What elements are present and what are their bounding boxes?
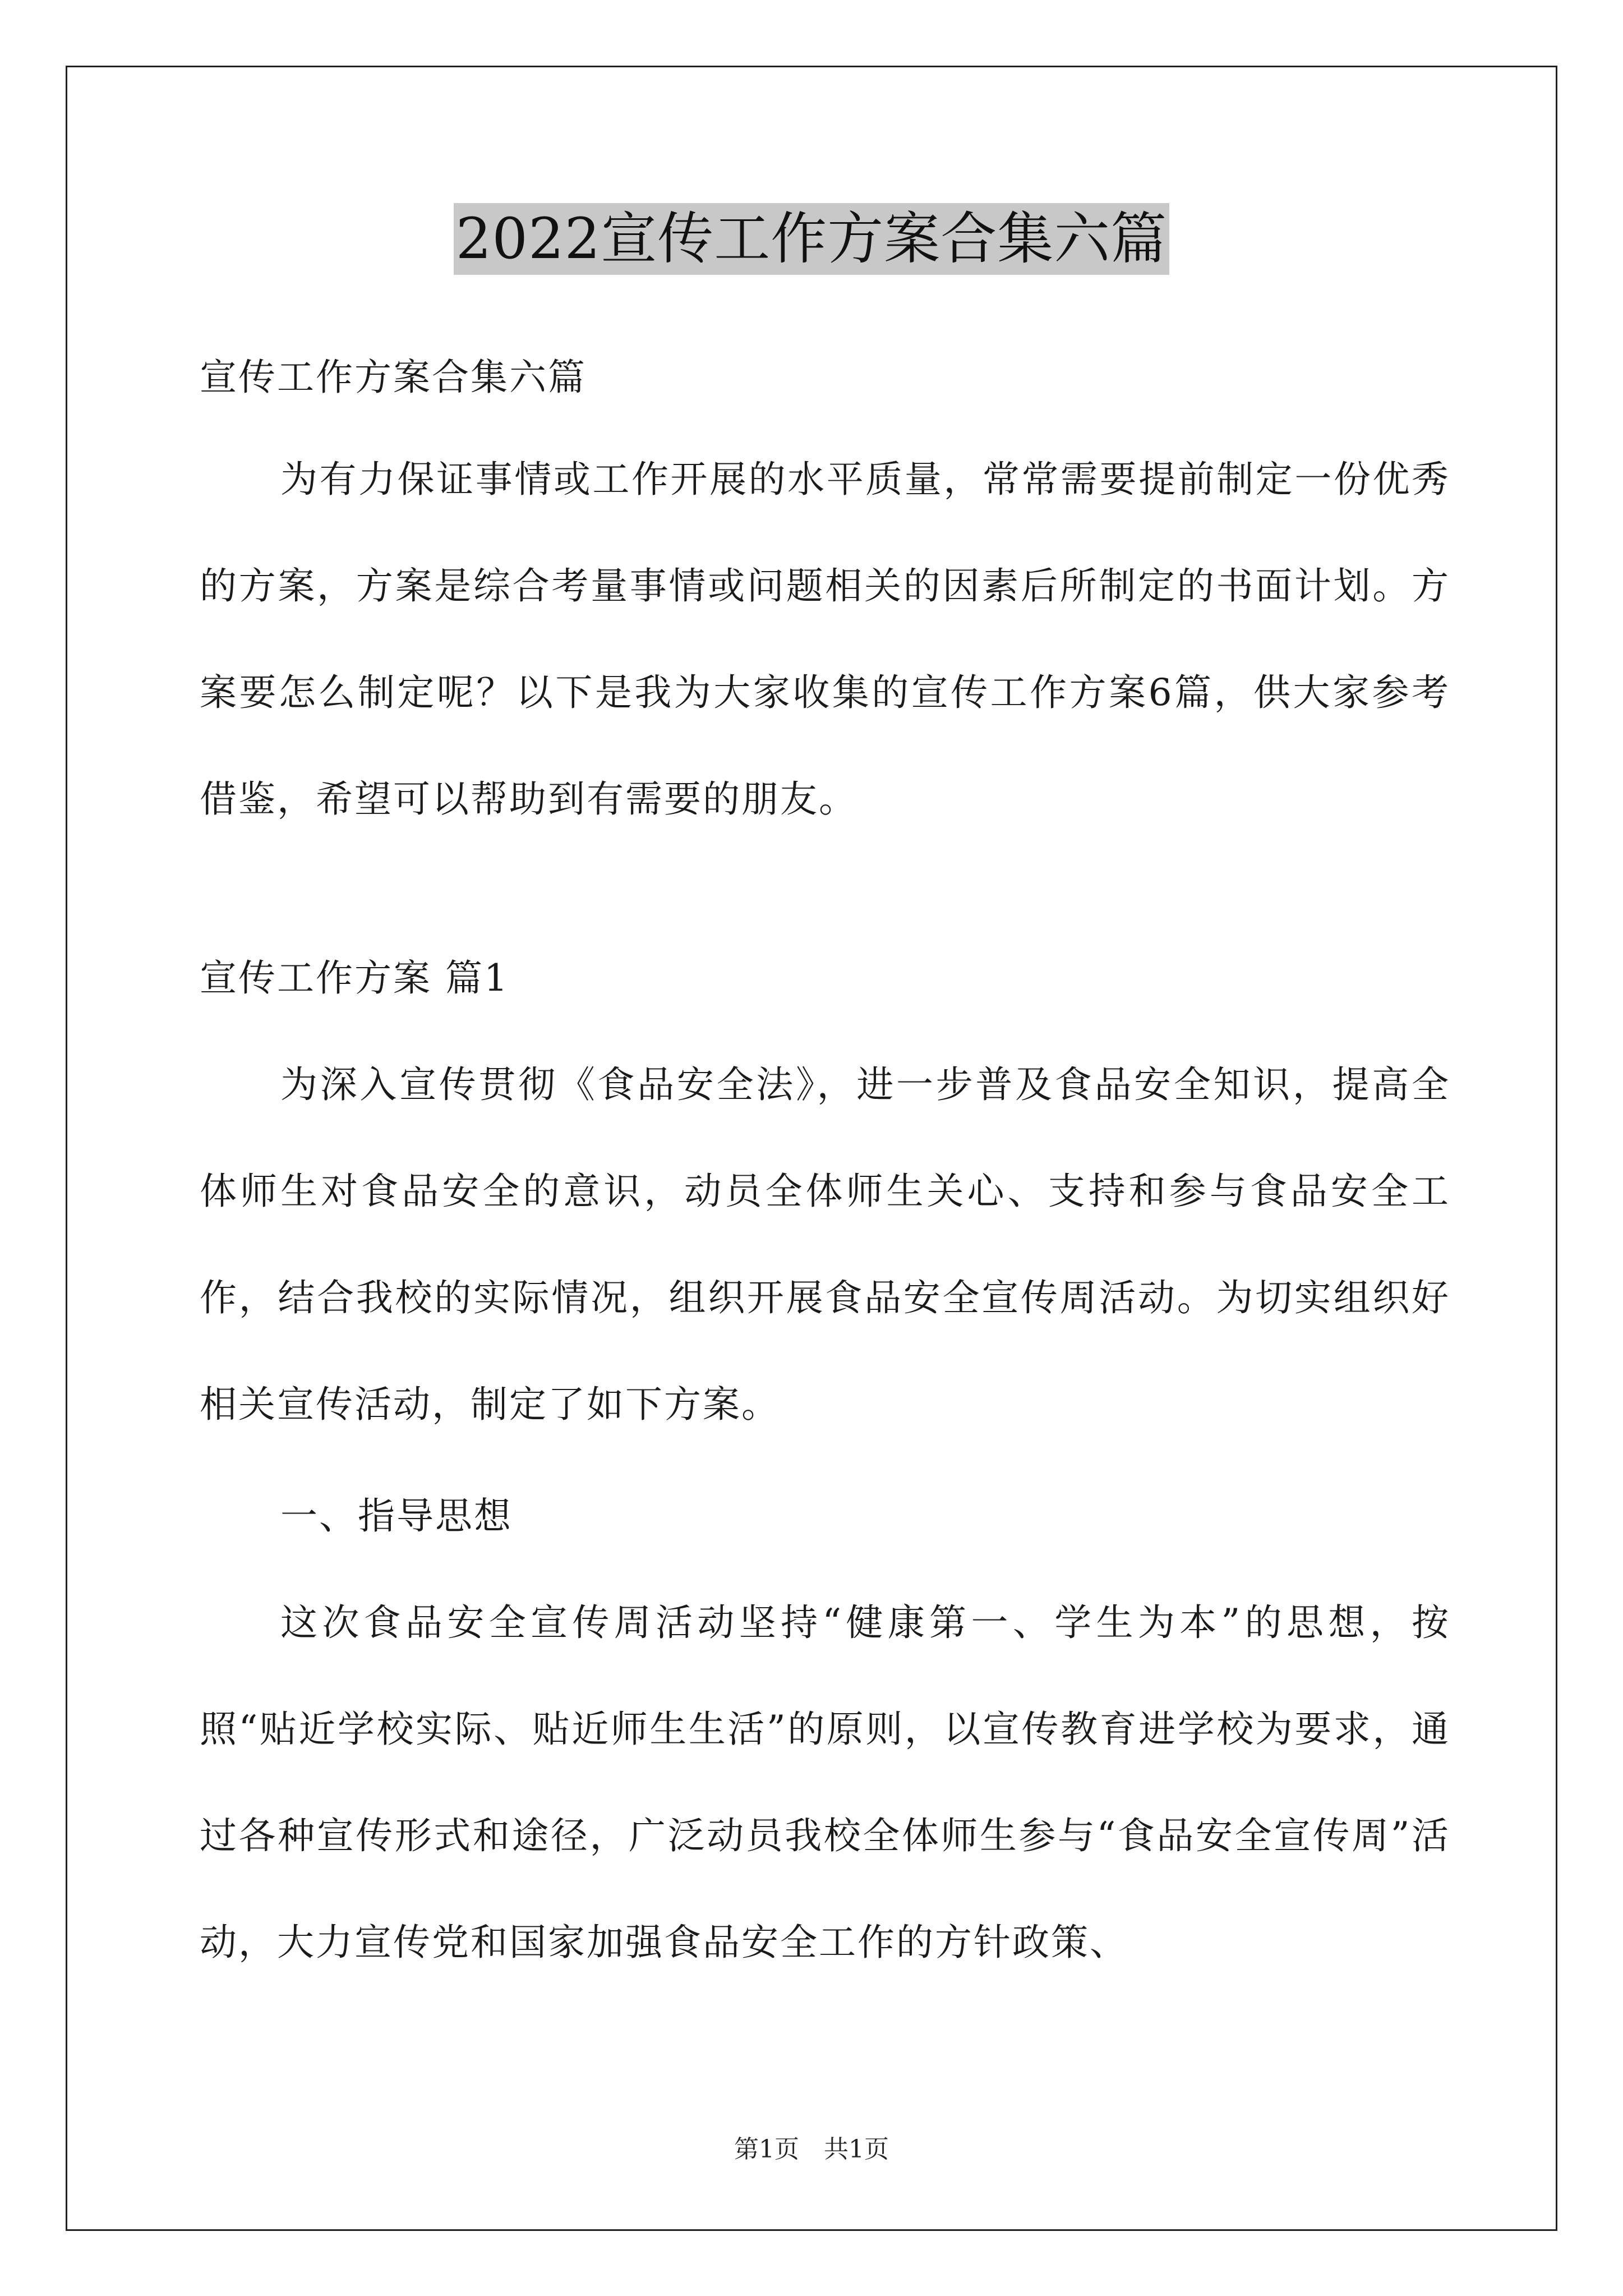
section-1-heading: 宣传工作方案 篇1 <box>200 956 509 1000</box>
page-footer: 第1页 共1页 <box>734 2135 889 2164</box>
section-1-paragraph-1: 为深入宣传贯彻《食品安全法》，进一步普及食品安全知识，提高全体师生对食品安全的意识，动员全体师生关心、支持和参与食品安全工作，结合我校的实际情况，组织开展食品安全宣传周活动。为切实组织好相关宣传活动，制定了如下方案。 <box>200 1063 1450 1426</box>
intro-paragraph: 为有力保证事情或工作开展的水平质量，常常需要提前制定一份优秀的方案，方案是综合考量事情或问题相关的因素后所制定的书面计划。方案要怎么制定呢？以下是我为大家收集的宣传工作方案6篇，供大家参考借鉴，希望可以帮助到有需要的朋友。 <box>200 458 1450 821</box>
document-title: 2022宣传工作方案合集六篇 <box>454 203 1170 275</box>
document-title-wrapper <box>0 203 1623 275</box>
document-subtitle: 宣传工作方案合集六篇 <box>200 356 587 399</box>
section-1-subheading-1: 一、指导思想 <box>280 1494 513 1538</box>
document-body <box>200 314 1450 1996</box>
section-1-paragraph-2: 这次食品安全宣传周活动坚持“健康第一、学生为本”的思想，按照“贴近学校实际、贴近师生生活”的原则，以宣传教育进学校为要求，通过各种宣传形式和途径，广泛动员我校全体师生参与“食品安全宣传周”活动，大力宣传党和国家加强食品安全工作的方针政策、 <box>200 1601 1450 1964</box>
